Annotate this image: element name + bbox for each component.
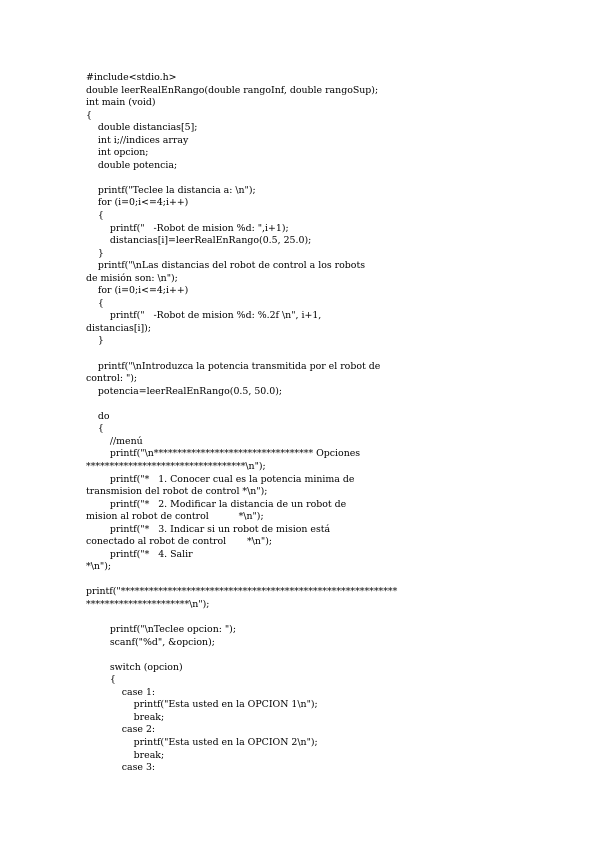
code-line: **********************************\n");: [86, 460, 266, 472]
code-line: break;: [86, 711, 165, 723]
code-line: distancias[i]=leerRealEnRango(0.5, 25.0);: [86, 235, 312, 247]
code-line: {: [86, 297, 104, 309]
code-line: printf("Teclee la distancia a: \n");: [86, 184, 256, 196]
code-line: printf("* 4. Salir: [86, 548, 193, 560]
code-line: **********************\n");: [86, 598, 210, 610]
code-line: [86, 348, 526, 361]
code-line: printf("* 3. Indicar si un robot de mision está: [86, 523, 331, 535]
code-line: [86, 574, 526, 587]
code-line: for (i=0;i<=4;i++): [86, 197, 189, 209]
code-line: switch (opcion): [86, 661, 183, 673]
code-line: [86, 172, 526, 185]
code-line: int i;//indices array: [86, 134, 189, 146]
code-line: *\n");: [86, 561, 112, 573]
code-line: control: ");: [86, 373, 138, 385]
code-line: case 2:: [86, 724, 156, 736]
code-line: printf(" -Robot de mision %d: ",i+1);: [86, 222, 289, 234]
code-line: {: [86, 210, 104, 222]
code-line: double potencia;: [86, 159, 178, 171]
code-line: {: [86, 674, 116, 686]
code-line: int opcion;: [86, 147, 149, 159]
code-line: printf("\nIntroduzca la potencia transmitida por el robot de: [86, 360, 381, 372]
code-line: #include<stdio.h>: [86, 72, 177, 83]
code-line: printf("* 1. Conocer cual es la potencia minima de: [86, 473, 355, 485]
code-line: potencia=leerRealEnRango(0.5, 50.0);: [86, 385, 283, 397]
code-line: printf(" -Robot de mision %d: %.2f \n", i+1,: [86, 310, 322, 322]
code-line: transmision del robot de control *\n");: [86, 486, 268, 498]
code-line: case 1:: [86, 686, 156, 698]
code-line: de misión son: \n");: [86, 272, 178, 284]
code-line: double distancias[5];: [86, 122, 198, 134]
code-line: {: [86, 109, 92, 121]
code-line: [86, 398, 526, 411]
code-line: //menú: [86, 435, 143, 447]
code-line: case 3:: [86, 762, 156, 774]
code-line: distancias[i]);: [86, 322, 151, 334]
code-line: break;: [86, 749, 165, 761]
code-line: }: [86, 247, 104, 259]
code-line: }: [86, 335, 104, 347]
code-listing: [86, 72, 526, 775]
code-line: conectado al robot de control *\n");: [86, 536, 273, 548]
code-line: int main (void): [86, 97, 156, 109]
code-line: [86, 612, 526, 625]
code-line: printf("Esta usted en la OPCION 1\n");: [86, 699, 318, 711]
code-line: for (i=0;i<=4;i++): [86, 285, 189, 297]
code-line: printf("Esta usted en la OPCION 2\n");: [86, 736, 318, 748]
code-line: printf("\nLas distancias del robot de control a los robots: [86, 260, 366, 272]
code-line: printf("* 2. Modificar la distancia de un robot de: [86, 498, 347, 510]
code-line: do: [86, 410, 110, 422]
code-line: mision al robot de control *\n");: [86, 511, 264, 523]
code-line: printf("***********************************************************: [86, 586, 398, 598]
code-line: {: [86, 423, 104, 435]
code-line: double leerRealEnRango(double rangoInf, double rangoSup);: [86, 84, 379, 96]
code-line: scanf("%d", &opcion);: [86, 636, 215, 648]
code-line: printf("\n********************************** Opciones: [86, 448, 361, 460]
code-line: [86, 649, 526, 662]
code-line: printf("\nTeclee opcion: ");: [86, 624, 237, 636]
